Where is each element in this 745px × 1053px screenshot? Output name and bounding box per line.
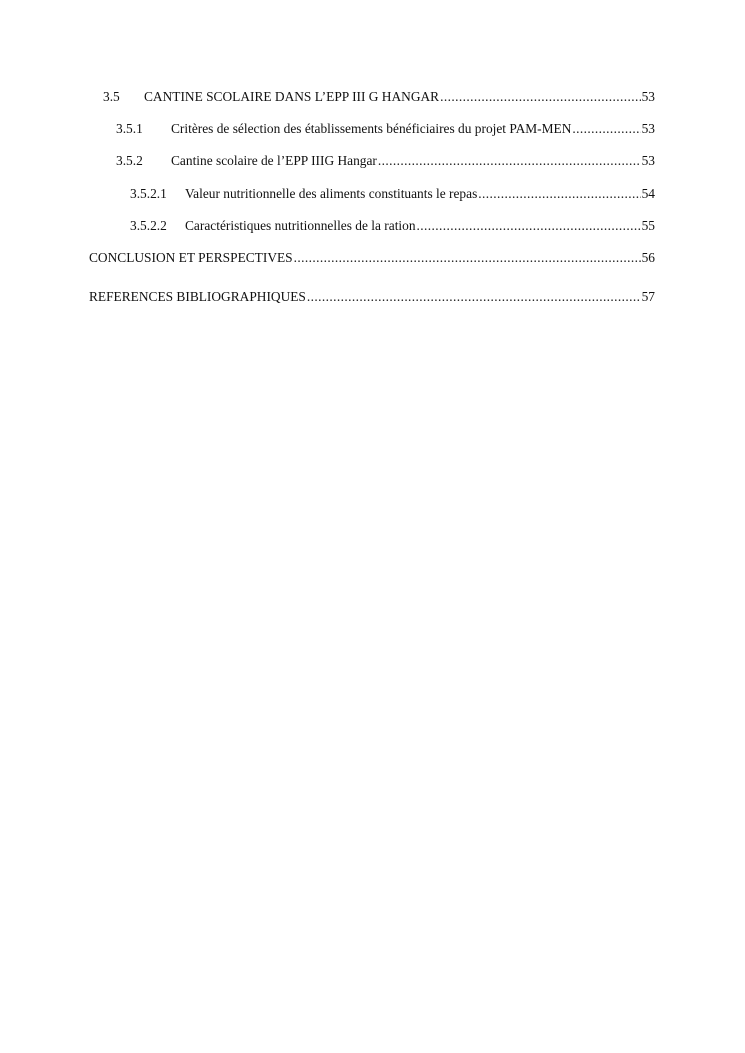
dot-leader (307, 289, 641, 305)
toc-entry-page: 56 (641, 250, 655, 265)
toc-entry-title: CANTINE SCOLAIRE DANS L’EPP III G HANGAR (144, 89, 440, 104)
toc-entry-title: Critères de sélection des établissements bénéficiaires du projet PAM-MEN (171, 121, 572, 136)
dot-leader (378, 153, 641, 169)
toc-entry-conclusion[interactable] (89, 250, 655, 266)
toc-entry-number: 3.5.2 (116, 153, 143, 168)
dot-leader (294, 250, 641, 266)
toc-entry-number: 3.5.2.1 (130, 186, 167, 201)
toc-entry-3-5-2[interactable] (116, 153, 655, 169)
toc-entry-number: 3.5.2.2 (130, 218, 167, 233)
dot-leader (478, 186, 640, 202)
toc-entry-3-5-2-1[interactable] (130, 186, 655, 202)
dot-leader (572, 121, 640, 137)
toc-entry-references[interactable] (89, 289, 655, 305)
toc-entry-title: Caractéristiques nutritionnelles de la ration (185, 218, 416, 233)
toc-entry-number: 3.5 (103, 89, 120, 104)
toc-entry-page: 57 (641, 289, 655, 304)
toc-entry-page: 54 (641, 186, 655, 201)
toc-entry-title: CONCLUSION ET PERSPECTIVES (89, 250, 293, 265)
toc-entry-title: REFERENCES BIBLIOGRAPHIQUES (89, 289, 306, 304)
toc-entry-title: Cantine scolaire de l’EPP IIIG Hangar (171, 153, 377, 168)
toc-entry-page: 53 (641, 153, 655, 168)
toc-entry-3-5-2-2[interactable] (130, 218, 655, 234)
toc-entry-page: 53 (641, 121, 655, 136)
toc-entry-page: 53 (641, 89, 655, 104)
toc-entry-3-5-1[interactable] (116, 121, 655, 137)
toc-entry-number: 3.5.1 (116, 121, 143, 136)
toc-entry-3-5[interactable] (103, 89, 655, 105)
toc-entry-title: Valeur nutritionnelle des aliments constituants le repas (185, 186, 478, 201)
dot-leader (417, 218, 641, 234)
toc-entry-page: 55 (641, 218, 655, 233)
dot-leader (440, 89, 641, 105)
